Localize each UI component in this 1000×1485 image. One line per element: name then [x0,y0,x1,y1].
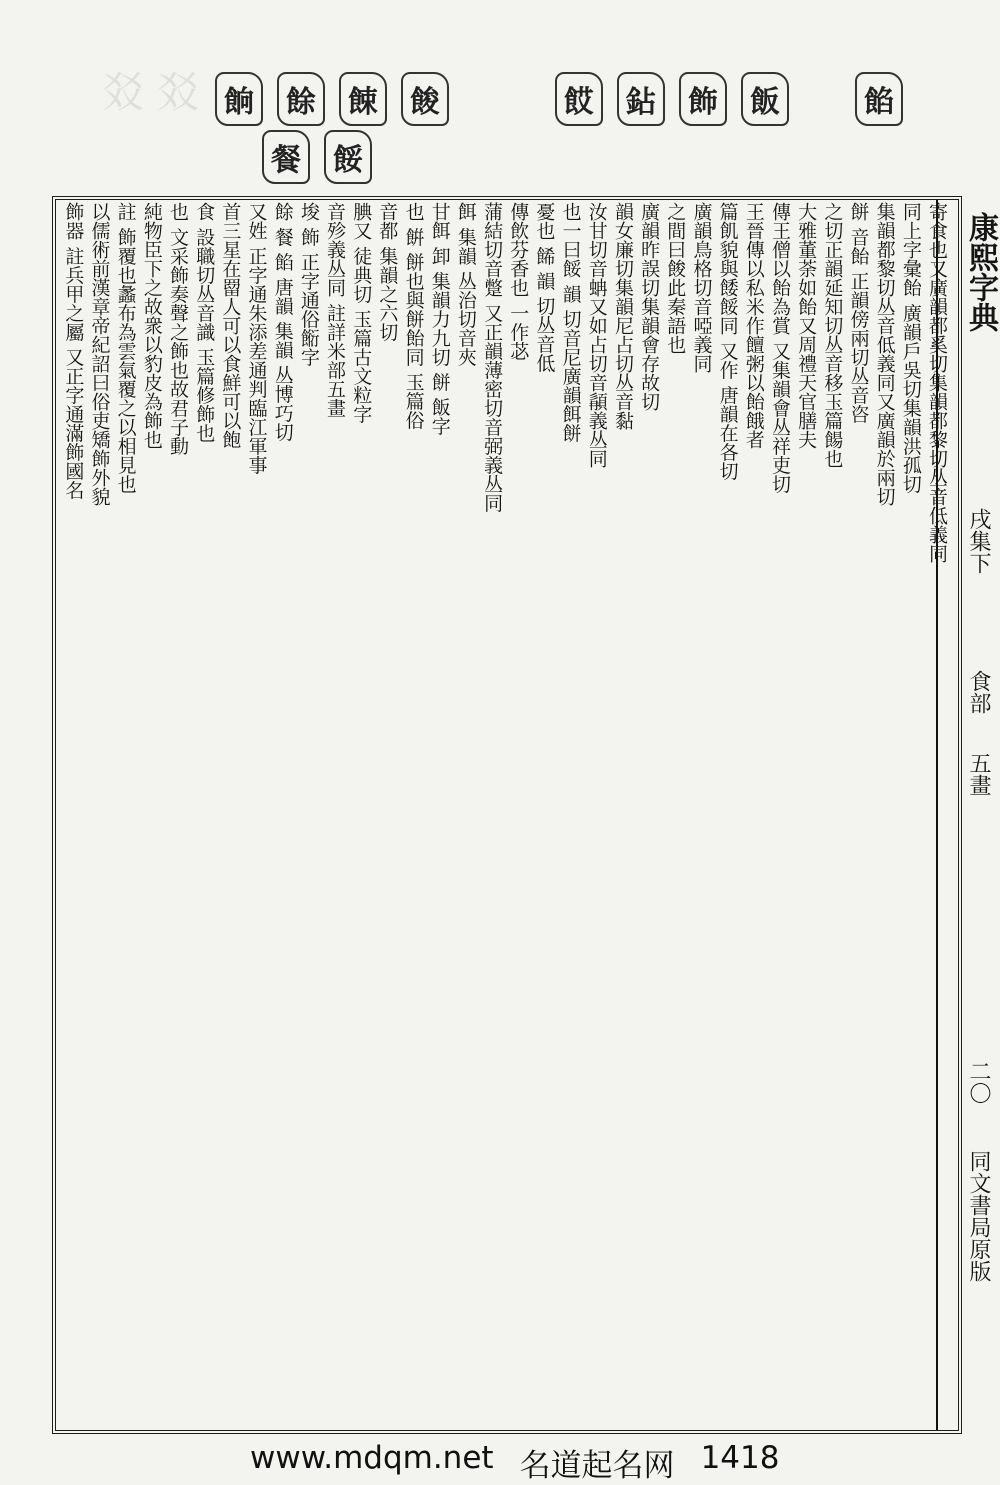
text-column: 純物臣下之故衆以豹皮為飾也 [140,202,163,449]
text-column: 餌 集韻 丛治切音夾 [454,202,477,367]
text-column: 餅 音飴 正韻傍兩切丛音咨 [847,202,870,424]
text-column: 廣韻鳥格切音啞義同 [690,202,713,373]
text-column: 王晉傳以私米作饘粥以飴餓者 [742,202,765,449]
book-title: 康熙字典 [963,212,998,332]
text-column: 腆又 徒典切 玉篇古文粒字 [350,202,373,424]
text-column: 篇飢貌與餧餒同 又作 唐韻在各切 [716,202,739,481]
text-column: 大雅董荼如飴又周禮天官膳夫 [795,202,818,449]
seal-glyph: 餐 [262,130,310,184]
seal-glyph: 餕 [401,72,449,126]
seal-header-left-row2 [262,130,372,184]
text-column: 以儒術前漢章帝紀詔曰俗吏矯飾外貌 [88,202,111,506]
section-label: 戌集下 [966,508,991,574]
show-through-glyphs: 㸚 [151,70,200,118]
site-name: 名道起名网 [519,1448,675,1484]
text-column: 音殄義丛同 註詳米部五畫 [324,202,347,418]
seal-header-left [215,72,449,126]
text-column: 之間曰餕此秦語也 [664,202,687,354]
text-column: 憂也 餙 韻 切丛音低 [533,202,556,373]
dictionary-body [60,202,950,1427]
page-number: 1418 [700,1440,780,1476]
seal-glyph: 飾 [679,72,727,126]
text-column: 寄食也又廣韻都奚切集韻都黎切丛音低義同 [926,202,948,563]
seal-glyph: 餀 [555,72,603,126]
text-column: 食 設職切丛音識 玉篇修飾也 [193,202,216,443]
text-column: 韻女廉切集韻尼占切丛音黏 [611,202,634,430]
seal-header-right [555,72,789,126]
text-column: 傳飲芬香也 一作苾 [507,202,530,361]
text-column: 飾器 註兵甲之屬 又正字通滿飾國名 [62,202,85,500]
stroke-label: 五畫 [966,752,991,796]
text-column: 傳王僧以飴為賞 又集韻會丛祥吏切 [768,202,791,494]
text-column: 集韻都黎切丛音低義同又廣韻於兩切 [873,202,896,506]
seal-glyph: 餡 [855,72,903,126]
text-column: 埈 飾 正字通俗餰字 [297,202,320,367]
seal-glyph: 餗 [339,72,387,126]
text-column: 餘 餐 餡 唐韻 集韻 丛博巧切 [271,202,294,442]
text-column: 音都 集韻之六切 [376,202,399,342]
text-column: 甘餌 卸 集韻力九切 餅 飯字 [428,202,451,436]
seal-glyph: 鉆 [617,72,665,126]
text-column: 也 餠 餅也與餅飴同 玉篇俗 [402,202,425,430]
page-number-cjk: 二〇 [966,1060,991,1104]
seal-glyph: 餉 [215,72,263,126]
seal-glyph: 飯 [741,72,789,126]
text-column: 又姓 正字通朱添差通判臨江軍事 [245,202,268,475]
text-column: 註 飾覆也蠡布為雲氣覆之以相見也 [114,202,137,494]
text-column: 廣韻昨誤切集韻會存故切 [638,202,661,411]
site-url[interactable]: www.mdqm.net [250,1440,494,1476]
text-column: 也 文采飾奏聲之飾也故君子動 [167,202,190,456]
seal-glyph: 餘 [277,72,325,126]
publisher-label: 同文書局原版 [966,1150,991,1282]
text-column: 汝甘切音蚺又如占切音䫇義丛同 [585,202,608,468]
text-column: 同上字彙飴 廣韻戶吳切集韻洪孤切 [899,202,922,494]
text-column: 也一曰餒 韻 切音尼廣韻餌餅 [559,202,582,443]
text-column: 蒲結切音蹩 又正韻薄密切音弼義丛同 [481,202,504,513]
text-column: 之切正韻延知切丛音移玉篇餳也 [821,202,844,468]
seal-glyph: 餒 [324,130,372,184]
seal-header-far-right [855,72,903,126]
show-through-glyphs: 㸚 [96,70,145,118]
radical-label: 食部 [966,670,991,714]
footer [250,1440,950,1484]
text-column: 首三星在罶人可以食鮮可以飽 [219,202,242,449]
